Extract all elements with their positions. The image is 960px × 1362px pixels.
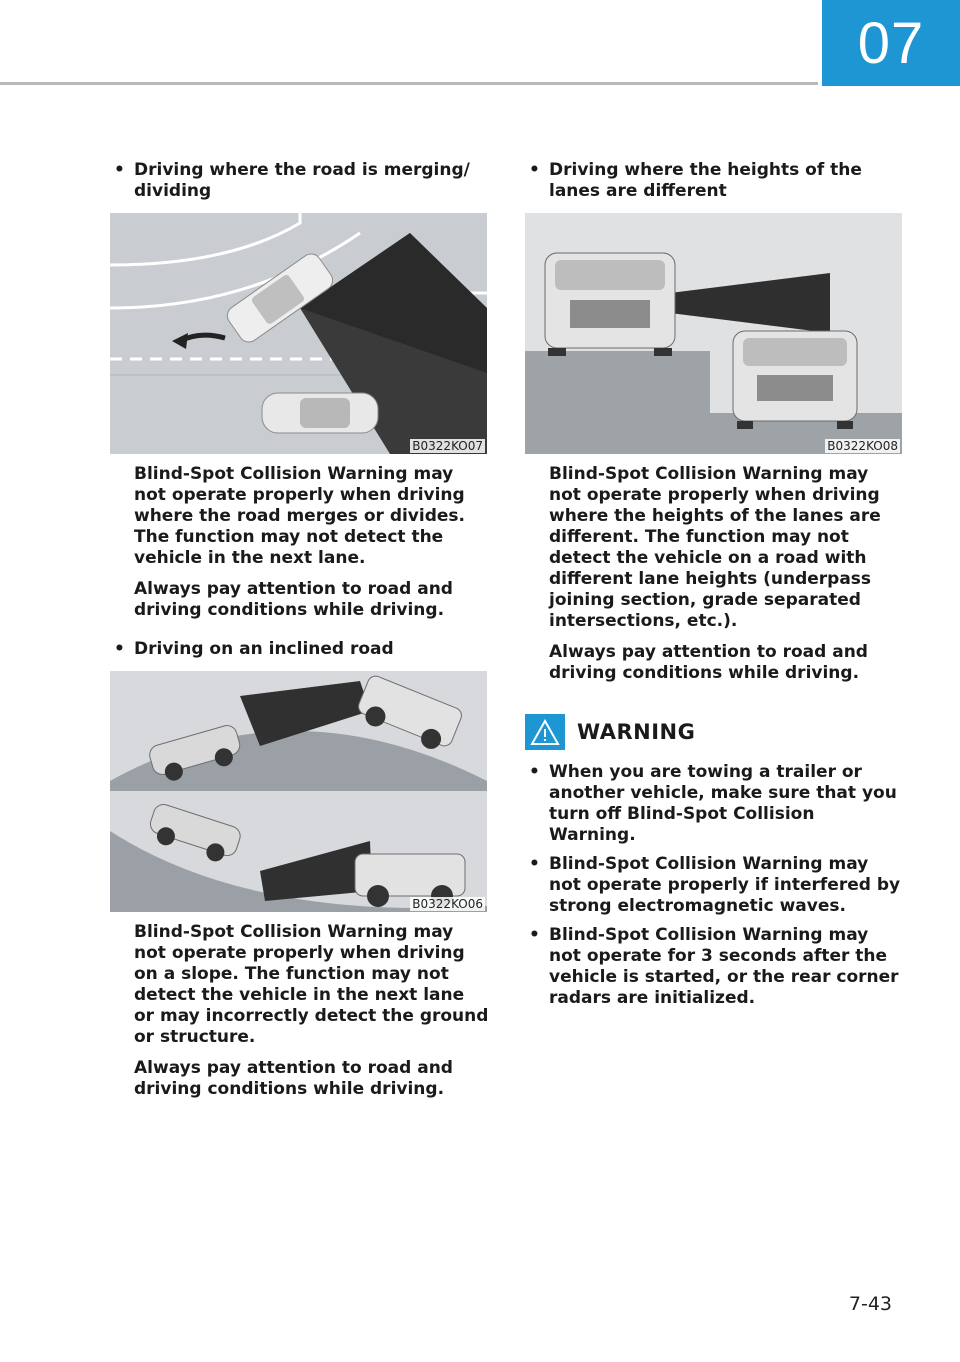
header-rule [0, 82, 818, 85]
figure-code: B0322KO07 [412, 439, 483, 453]
warning-triangle-icon [525, 714, 565, 750]
warning-title: WARNING [577, 720, 696, 744]
figure-lane-heights [525, 213, 902, 454]
warning-header [525, 714, 905, 750]
warning-item: • When you are towing a trailer or another vehicle, make sure that you turn off Blind-Spot Collision Warning. [529, 762, 897, 845]
right-column [525, 160, 905, 1017]
warning-list [525, 762, 905, 1009]
description-paragraph: Blind-Spot Collision Warning may not operate properly when driving where the heights of the lanes are different. The function may not detect the vehicle on a road with different lane heights (underpass joining section, grade separated intersections, etc.). [549, 464, 881, 631]
figure-merging-road [110, 213, 487, 454]
bullet-icon: • [114, 160, 125, 180]
merging-road-illustration [110, 213, 487, 454]
chapter-tab: 07 [822, 0, 960, 86]
bullet-icon: • [529, 762, 540, 782]
description-paragraph: Blind-Spot Collision Warning may not operate properly when driving where the road merges or divides. The function may not detect the vehicle in the next lane. [134, 464, 465, 568]
bullet-icon: • [529, 925, 540, 945]
description-paragraph: Blind-Spot Collision Warning may not operate properly when driving on a slope. The function may not detect the vehicle in the next lane or may incorrectly detect the ground or structure. [134, 922, 489, 1047]
bullet-icon: • [529, 160, 540, 180]
description-paragraph: Always pay attention to road and driving conditions while driving. [134, 1058, 453, 1099]
warning-item: • Blind-Spot Collision Warning may not operate for 3 seconds after the vehicle is started, or the rear corner radars are initialized. [529, 925, 899, 1008]
section-heading-merging: • Driving where the road is merging/ dividing [114, 160, 470, 201]
description-paragraph: Always pay attention to road and driving conditions while driving. [549, 642, 868, 683]
page-number: 7-43 [848, 1293, 892, 1315]
left-column [110, 160, 490, 1100]
bullet-icon: • [114, 639, 125, 659]
lane-heights-illustration [525, 213, 902, 454]
figure-inclined-road [110, 671, 487, 912]
bullet-icon: • [529, 854, 540, 874]
figure-code: B0322KO06 [412, 897, 483, 911]
warning-item: • Blind-Spot Collision Warning may not operate properly if interfered by strong electromagnetic waves. [529, 854, 901, 916]
figure-code: B0322KO08 [827, 439, 898, 453]
section-heading-lane-heights: • Driving where the heights of the lanes are different [529, 160, 862, 201]
description-paragraph: Always pay attention to road and driving conditions while driving. [134, 579, 453, 620]
section-heading-inclined: • Driving on an inclined road [114, 639, 394, 659]
inclined-road-illustration [110, 671, 487, 912]
